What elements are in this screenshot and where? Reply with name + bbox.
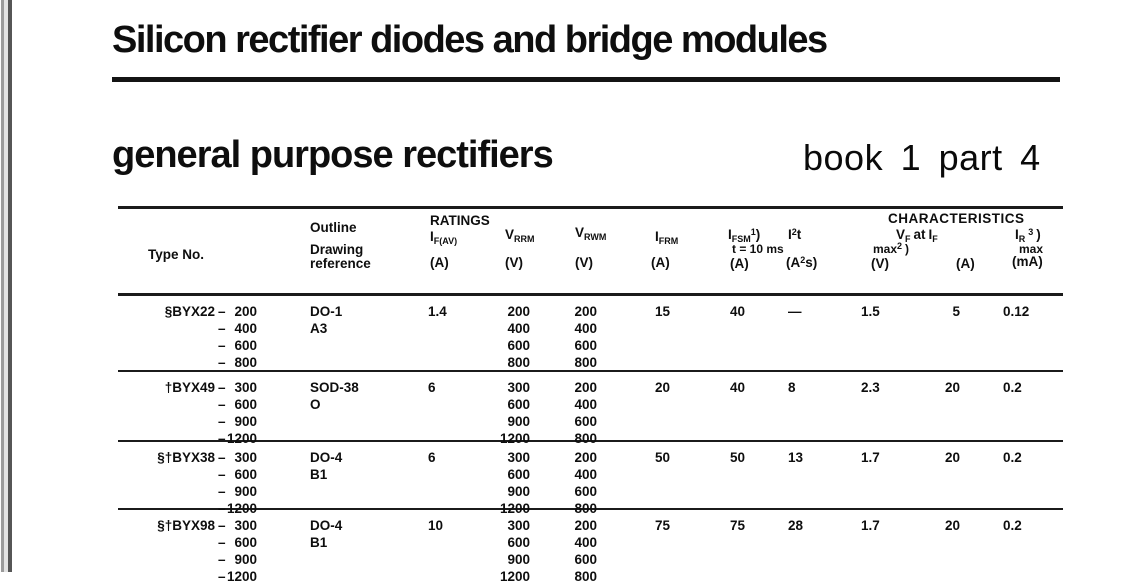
group-header-characteristics: CHARACTERISTICS bbox=[888, 211, 1025, 226]
col-header-type-no: Type No. bbox=[148, 247, 205, 262]
vrwm-values: 200 400 600 800 bbox=[574, 450, 597, 516]
col-header-vrwm: $V_{RWM}$ bbox=[575, 225, 607, 242]
ifrm-value: 50 bbox=[655, 450, 671, 465]
table-row-byx38 bbox=[118, 442, 1063, 516]
col-header-ifav: $I_{F(AV)}$ bbox=[430, 229, 458, 246]
ifsm-value: 40 bbox=[730, 304, 746, 319]
outline-reference: DO-4 B1 bbox=[310, 518, 343, 550]
book-part-reference: book 1 part 4 bbox=[803, 137, 1041, 178]
table-row-byx49 bbox=[118, 372, 1063, 446]
table-row-byx98 bbox=[118, 510, 1063, 584]
col-header-vrrm: $V_{RRM}$ bbox=[505, 227, 535, 244]
type-number: §†BYX98 bbox=[157, 518, 215, 533]
i2t-value: 28 bbox=[788, 518, 804, 533]
col-unit-ir: (mA) bbox=[1012, 254, 1043, 269]
ifrm-value: 75 bbox=[655, 518, 671, 533]
vrrm-values: 200 400 600 800 bbox=[507, 304, 530, 370]
outline-reference: DO-1 A3 bbox=[310, 304, 343, 336]
title-rule bbox=[112, 77, 1060, 82]
voltage-suffixes: – 300 – 600 – 900 – 1200 bbox=[218, 518, 257, 584]
ir-value: 0.2 bbox=[1003, 450, 1022, 465]
page-title: Silicon rectifier diodes and bridge modules bbox=[112, 19, 827, 61]
i2t-value: 8 bbox=[788, 380, 796, 395]
col-unit-if: (A) bbox=[956, 256, 975, 271]
ir-value: 0.2 bbox=[1003, 518, 1022, 533]
rectifier-table bbox=[118, 206, 1063, 584]
col-note-ir-max: max bbox=[1019, 242, 1044, 256]
col-unit-ifsm: (A) bbox=[730, 256, 749, 271]
col-unit-ifrm: (A) bbox=[651, 255, 670, 270]
i2t-value: 13 bbox=[788, 450, 804, 465]
col-header-vf-at-if: $V_F$ at $I_F$ bbox=[896, 227, 938, 244]
group-header-ratings: RATINGS bbox=[430, 213, 490, 228]
ifav-value: 6 bbox=[428, 380, 436, 395]
col-unit-vf: (V) bbox=[871, 256, 889, 271]
type-number: †BYX49 bbox=[164, 380, 215, 395]
vf-value: 1.5 bbox=[861, 304, 880, 319]
voltage-suffixes: – 200 – 400 – 600 – 800 bbox=[218, 304, 257, 370]
vf-value: 1.7 bbox=[861, 518, 880, 533]
ifav-value: 1.4 bbox=[428, 304, 447, 319]
section-heading: general purpose rectifiers bbox=[112, 134, 553, 176]
ir-value: 0.2 bbox=[1003, 380, 1022, 395]
vrwm-values: 200 400 600 800 bbox=[574, 304, 597, 370]
if-value: 20 bbox=[944, 380, 960, 395]
table-row-byx22 bbox=[118, 296, 1063, 372]
if-value: 20 bbox=[944, 518, 960, 533]
ir-value: 0.12 bbox=[1003, 304, 1030, 319]
col-header-ifrm: $I_{FRM}$ bbox=[655, 229, 679, 246]
vrrm-values: 300 600 900 1200 bbox=[499, 518, 530, 584]
ifav-value: 10 bbox=[428, 518, 444, 533]
col-unit-vrrm: (V) bbox=[505, 255, 523, 270]
col-header-i2t: $I^2t$ bbox=[788, 227, 802, 242]
page-binding-edge bbox=[0, 0, 14, 572]
col-header-drawing-reference: Drawing reference bbox=[310, 242, 371, 271]
col-unit-i2t: $(A^2s)$ bbox=[786, 255, 818, 270]
outline-reference: DO-4 B1 bbox=[310, 450, 343, 482]
ifsm-value: 40 bbox=[730, 380, 746, 395]
col-condition-ifsm: t = 10 ms bbox=[732, 242, 784, 256]
voltage-suffixes: – 300 – 600 – 900 – 1200 bbox=[218, 380, 257, 446]
vf-value: 2.3 bbox=[861, 380, 880, 395]
col-unit-ifav: (A) bbox=[430, 255, 449, 270]
col-header-ir: $I_R^3$ ) bbox=[1015, 227, 1041, 244]
outline-reference: SOD-38 O bbox=[310, 380, 359, 412]
ifsm-value: 75 bbox=[730, 518, 746, 533]
voltage-suffixes: – 300 – 600 – 900 – 1200 bbox=[218, 450, 257, 516]
ifav-value: 6 bbox=[428, 450, 436, 465]
i2t-value: — bbox=[788, 304, 802, 319]
type-number: §BYX22 bbox=[164, 304, 215, 319]
ifrm-value: 15 bbox=[655, 304, 671, 319]
col-note-vf-max: $\max^2$ ) bbox=[873, 241, 910, 256]
ifrm-value: 20 bbox=[655, 380, 671, 395]
table-header bbox=[118, 209, 1063, 296]
col-header-outline: Outline bbox=[310, 220, 357, 235]
col-header-ifsm: $I_{FSM}^1$) bbox=[728, 227, 761, 244]
vrrm-values: 300 600 900 1200 bbox=[499, 450, 530, 516]
vrwm-values: 200 400 600 800 bbox=[574, 518, 597, 584]
ifsm-value: 50 bbox=[730, 450, 746, 465]
vrrm-values: 300 600 900 1200 bbox=[499, 380, 530, 446]
if-value: 5 bbox=[952, 304, 960, 319]
vrwm-values: 200 400 600 800 bbox=[574, 380, 597, 446]
vf-value: 1.7 bbox=[861, 450, 880, 465]
if-value: 20 bbox=[944, 450, 960, 465]
col-unit-vrwm: (V) bbox=[575, 255, 593, 270]
type-number: §†BYX38 bbox=[157, 450, 215, 465]
